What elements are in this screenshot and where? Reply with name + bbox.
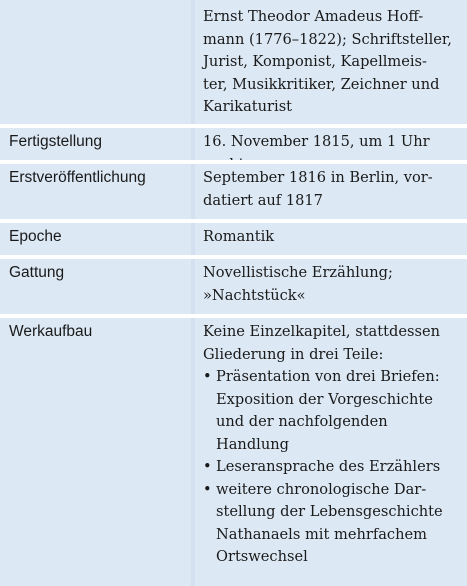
- row-label: Erstveröffentlichung: [0, 164, 191, 219]
- row-label: [0, 0, 191, 124]
- row-label: Fertigstellung: [0, 128, 191, 160]
- table-row: [0, 128, 467, 160]
- author-text: Ernst Theodor Amadeus Hoff- mann (1776–1822); Schriftsteller, Jurist, Komponist, Kapellmeis- ter, Musikkritiker, Zeichner und Karikaturist: [203, 8, 452, 115]
- row-label: Gattung: [0, 259, 191, 314]
- table-row: [0, 223, 467, 255]
- row-value: Novellistische Erzählung; »Nachtstück«: [195, 259, 467, 314]
- table-row: [0, 259, 467, 314]
- table-row: [0, 164, 467, 219]
- row-value: Romantik: [195, 223, 467, 255]
- list-item: • Leseransprache des Erzählers: [203, 456, 459, 479]
- row-label: Epoche: [0, 223, 191, 255]
- list-item: • weitere chronologische Dar- stellung der Lebensgeschichte Nathanaels mit mehrfachem Ortswechsel: [203, 479, 459, 569]
- structure-intro: Keine Einzelkapitel, stattdessen Gliederung in drei Teile:: [203, 323, 440, 363]
- author-cell: [195, 0, 467, 124]
- row-label: Werkaufbau: [0, 318, 191, 586]
- row-value: 16. November 1815, um 1 Uhr: [195, 128, 467, 160]
- structure-list: [203, 366, 459, 569]
- list-item: • Präsentation von drei Briefen: Exposition der Vorgeschichte und der nachfolgenden Handlung: [203, 366, 459, 456]
- row-value: September 1816 in Berlin, vor- datiert auf 1817: [195, 164, 467, 219]
- structure-cell: [195, 318, 467, 586]
- table-row: [0, 318, 467, 586]
- table-row: [0, 0, 467, 124]
